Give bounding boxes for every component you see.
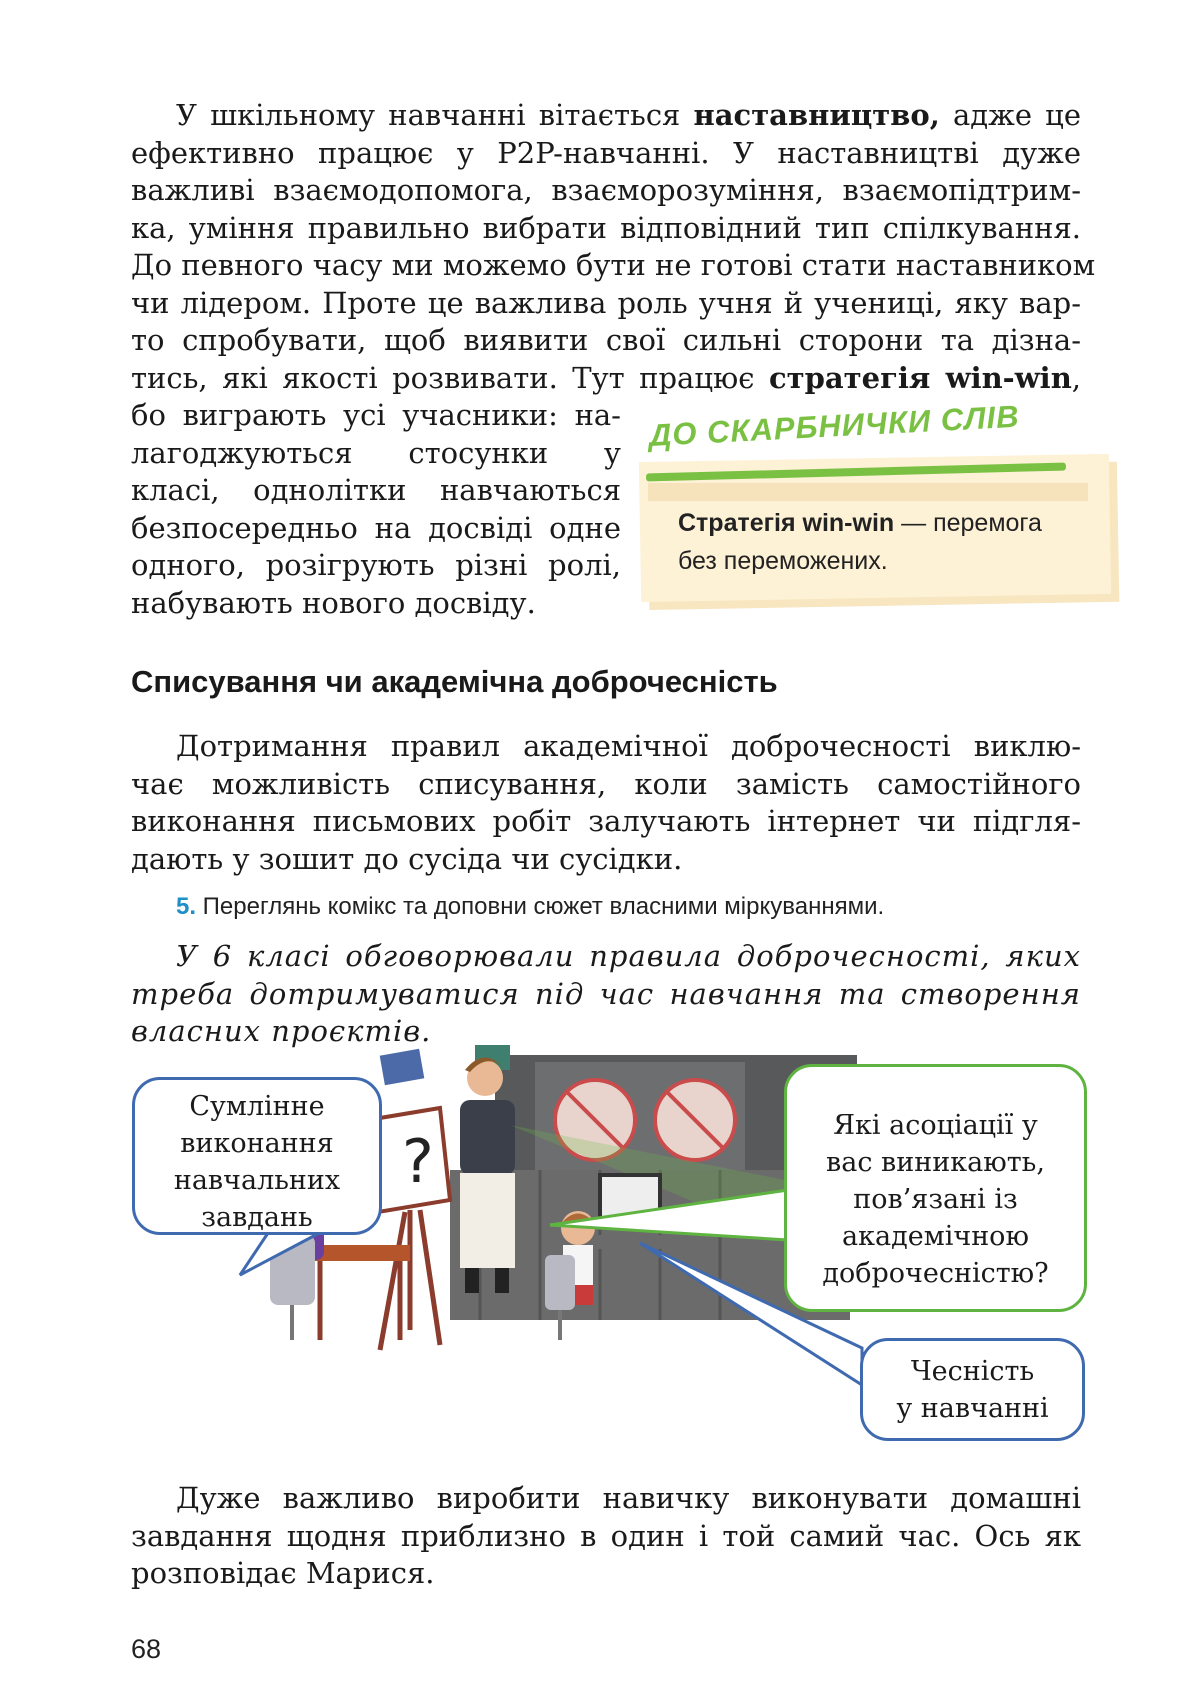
comic-intro-paragraph: У 6 класі обговорювали правила доброчесності, яких треба дотримуватися під час навчання та створення власних проєктів.	[131, 939, 1081, 1048]
speech-bubble-bottom: Чесність у навчанні	[860, 1338, 1085, 1441]
task-number: 5.	[176, 893, 197, 920]
speech-bubble-left: Сумлінне виконання навчальних завдань	[132, 1077, 382, 1235]
student-desk	[310, 1245, 410, 1261]
page-number: 68	[131, 1634, 162, 1664]
intro-paragraph: У шкільному навчанні вітається наставництво, адже це ефективно працює у P2P-навчанні. У наставництві дуже важливі взаємодопомога, взаєморозуміння, взаємопідтрим- ка, уміння правильно вибрати відповідний тип спілкування. До певного часу ми можемо бути не готові стати наставником чи лідером. Проте це важлива роль учня й учениці, яку вар- то спробувати, щоб виявити свої сильні сторони та дізна- тись, які якості розвивати. Тут працює стратегія win-win,	[131, 98, 1096, 395]
intro-paragraph-wrap: бо виграють усі учасники: на- лагоджуються стосунки у класі, однолітки навчаються безпосередньо на досвіді одне одного, розігрують різні ролі, набувають нового досвіду.	[131, 398, 621, 620]
homework-paragraph: Дуже важливо виробити навичку виконувати домашні завдання щодня приблизно в один і той самий час. Ось як розповідає Марися.	[131, 1481, 1081, 1590]
integrity-paragraph: Дотримання правил академічної доброчесності виклю- чає можливість списування, коли замість самостійного виконання письмових робіт залучають інтернет чи підгля- дають у зошит до сусіда чи сусідки.	[131, 729, 1081, 876]
vocab-box-title: ДО СКАРБНИЧКИ СЛІВ	[648, 398, 1021, 454]
vocab-box-strip	[648, 483, 1088, 501]
speech-bubble-right: Які асоціації у вас виникають, пов’язані із академічною доброчесністю?	[784, 1064, 1087, 1312]
vocab-definition: Стратегія win-win — перемога без переможених.	[678, 509, 1042, 575]
vocab-term: Стратегія win-win	[678, 509, 895, 537]
task-instruction: 5. Переглянь комікс та доповни сюжет власними міркуваннями.	[176, 893, 885, 920]
svg-text:?: ?	[402, 1127, 434, 1197]
comic-illustration	[120, 1040, 1090, 1440]
section-heading: Списування чи академічна доброчесність	[131, 664, 778, 699]
